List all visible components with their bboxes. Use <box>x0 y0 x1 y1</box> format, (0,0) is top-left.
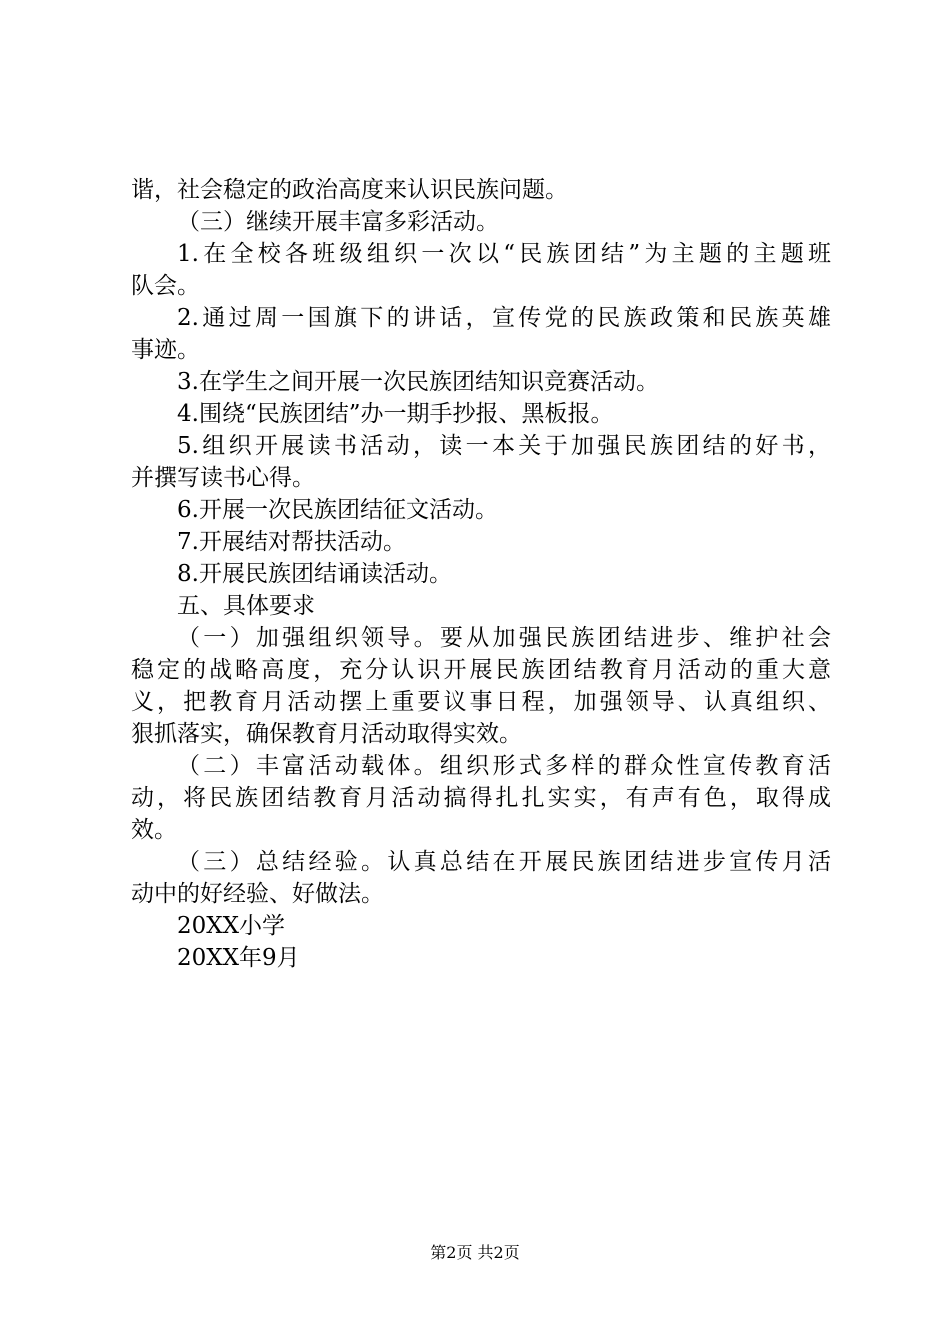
text-line: 7.开展结对帮扶活动。 <box>177 529 406 555</box>
text-line: 1.在全校各班级组织一次以“民族团结”为主题的主题班 <box>177 241 831 267</box>
text-line: （三）总结经验。认真总结在开展民族团结进步宣传月活 <box>177 849 831 875</box>
signature-school: 20XX小学 <box>177 913 286 939</box>
text-line: 义，把教育月活动摆上重要议事日程，加强领导、认真组织、 <box>131 689 831 715</box>
text-line: 队会。 <box>131 273 200 299</box>
text-line: （二）丰富活动载体。组织形式多样的群众性宣传教育活 <box>177 753 831 779</box>
text-line: 2.通过周一国旗下的讲话，宣传党的民族政策和民族英雄 <box>177 305 831 331</box>
text-line: 效。 <box>131 817 177 843</box>
text-line: 5.组织开展读书活动，读一本关于加强民族团结的好书， <box>177 433 831 459</box>
text-line: 稳定的战略高度，充分认识开展民族团结教育月活动的重大意 <box>131 657 831 683</box>
section-heading: （三）继续开展丰富多彩活动。 <box>177 209 499 235</box>
text-line: 3.在学生之间开展一次民族团结知识竞赛活动。 <box>177 369 659 395</box>
section-heading: 五、具体要求 <box>177 593 315 619</box>
page-footer: 第2页 共2页 <box>430 1243 520 1262</box>
text-line: 动中的好经验、好做法。 <box>131 881 384 907</box>
text-line: 狠抓落实，确保教育月活动取得实效。 <box>131 721 522 747</box>
text-line: 事迹。 <box>131 337 200 363</box>
text-line: 并撰写读书心得。 <box>131 465 315 491</box>
text-line: 8.开展民族团结诵读活动。 <box>177 561 452 587</box>
signature-date: 20XX年9月 <box>177 945 300 971</box>
text-line: 动，将民族团结教育月活动搞得扎扎实实，有声有色，取得成 <box>131 785 831 811</box>
text-line: 谐，社会稳定的政治高度来认识民族问题。 <box>131 177 568 203</box>
text-line: 6.开展一次民族团结征文活动。 <box>177 497 498 523</box>
text-line: （一）加强组织领导。要从加强民族团结进步、维护社会 <box>177 625 831 651</box>
document-body <box>131 174 831 974</box>
text-line: 4.围绕“民族团结”办一期手抄报、黑板报。 <box>177 401 614 427</box>
